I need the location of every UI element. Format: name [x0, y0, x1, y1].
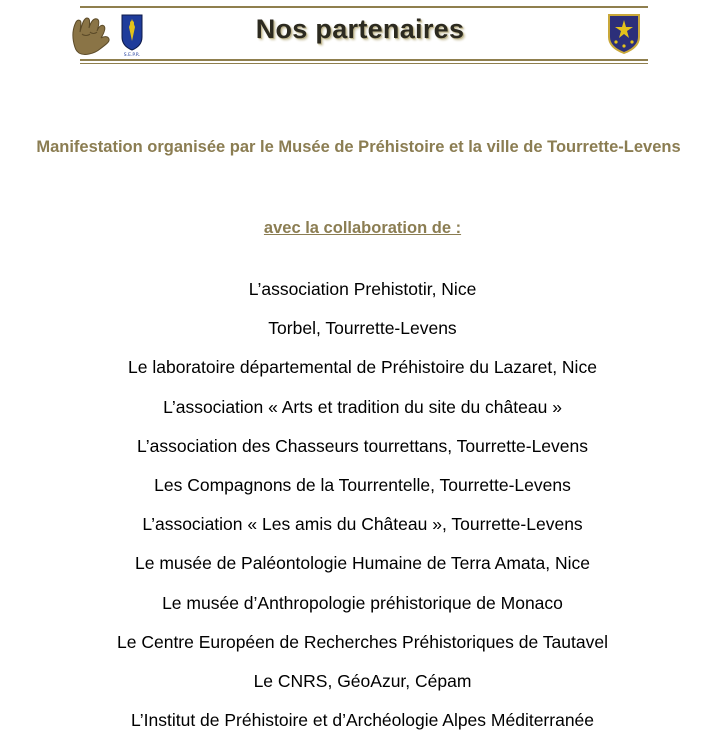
partner-item: L’association des Chasseurs tourrettans, Tourrette-Levens [136, 435, 589, 456]
partner-item: Les Compagnons de la Tourrentelle, Tourrette-Levens [154, 474, 571, 495]
partner-item: L’association « Arts et tradition du site du château » [163, 396, 562, 417]
page-title: Nos partenaires [255, 14, 465, 44]
partner-item: Le CNRS, GéoAzur, Cépam [253, 670, 472, 691]
partner-item: Le musée de Paléontologie Humaine de Terra Amata, Nice [135, 553, 590, 574]
partner-item: Le musée d’Anthropologie préhistorique de Monaco [162, 592, 563, 613]
header-rule-bottom [80, 59, 648, 61]
hand-logo-icon [70, 14, 112, 58]
collaboration-heading: avec la collaboration de : [263, 219, 462, 237]
header-rule-top [80, 6, 648, 8]
svg-text:S.E.P.R.: S.E.P.R. [123, 53, 141, 57]
partner-item: Le Centre Européen de Recherches Préhistoriques de Tautavel [117, 631, 608, 652]
shield-right-icon [607, 13, 641, 55]
partner-item: L’Institut de Préhistoire et d’Archéologie Alpes Méditerranée [130, 710, 595, 731]
page-header [70, 6, 648, 64]
partner-item: L’association Prehistotir, Nice [248, 279, 477, 299]
header-rule-bottom-thin [80, 63, 648, 64]
shield-left-icon [119, 13, 145, 57]
partner-list [0, 278, 717, 748]
partner-item: L’association « Les amis du Château », Tourrette-Levens [142, 514, 583, 535]
organiser-statement: Manifestation organisée par le Musée de Préhistoire et la ville de Tourrette-Levens [36, 138, 681, 156]
partner-item: Le laboratoire départemental de Préhistoire du Lazaret, Nice [128, 357, 597, 378]
partner-item: Torbel, Tourrette-Levens [268, 318, 457, 339]
